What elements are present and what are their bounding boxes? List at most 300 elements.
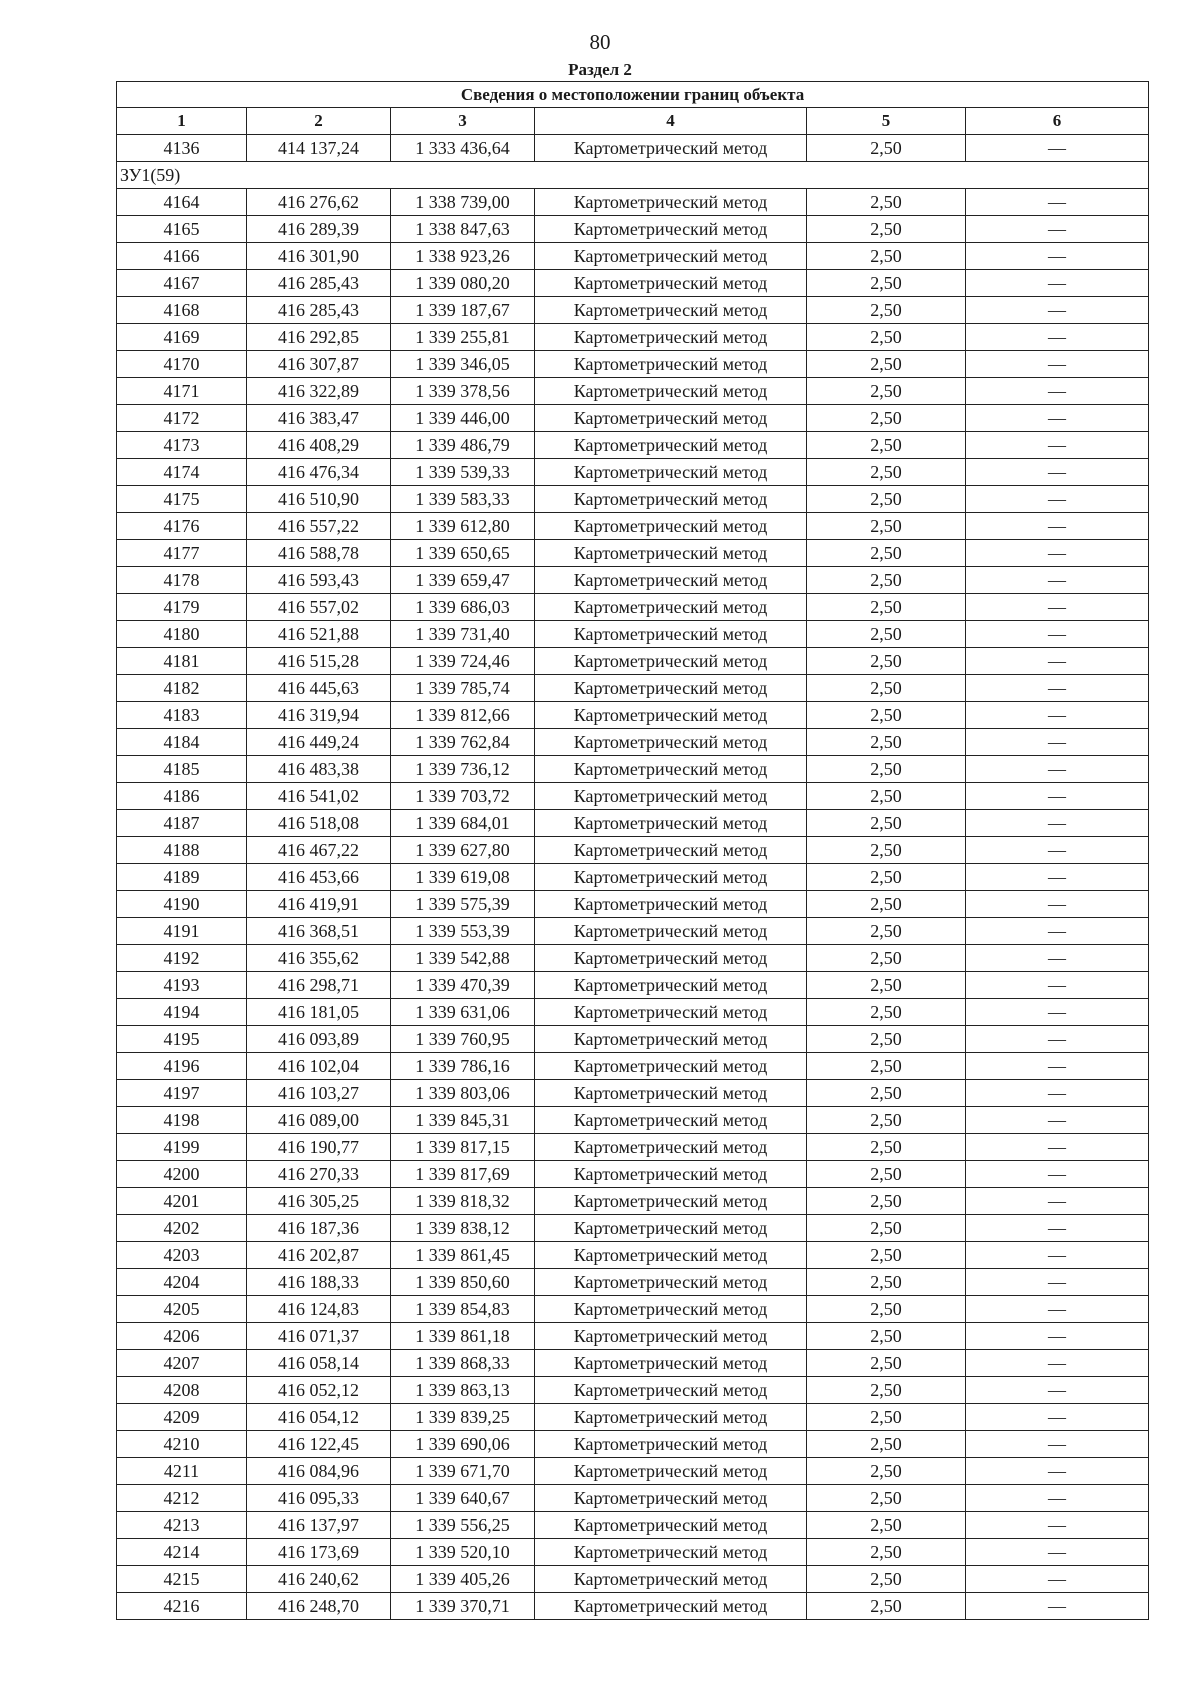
table-row bbox=[117, 216, 1149, 243]
accuracy-cell: 2,50 bbox=[807, 1080, 966, 1107]
point-number-cell: 4180 bbox=[117, 621, 247, 648]
description-cell: — bbox=[966, 1323, 1149, 1350]
y-coordinate-cell: 1 339 520,10 bbox=[391, 1539, 535, 1566]
y-coordinate-cell: 1 339 850,60 bbox=[391, 1269, 535, 1296]
x-coordinate-cell: 416 298,71 bbox=[247, 972, 391, 999]
table-row bbox=[117, 405, 1149, 432]
point-number-cell: 4195 bbox=[117, 1026, 247, 1053]
y-coordinate-cell: 1 339 845,31 bbox=[391, 1107, 535, 1134]
table-row bbox=[117, 972, 1149, 999]
accuracy-cell: 2,50 bbox=[807, 405, 966, 432]
y-coordinate-cell: 1 339 080,20 bbox=[391, 270, 535, 297]
x-coordinate-cell: 416 355,62 bbox=[247, 945, 391, 972]
point-number-cell: 4196 bbox=[117, 1053, 247, 1080]
y-coordinate-cell: 1 339 370,71 bbox=[391, 1593, 535, 1620]
x-coordinate-cell: 416 084,96 bbox=[247, 1458, 391, 1485]
accuracy-cell: 2,50 bbox=[807, 1539, 966, 1566]
point-number-cell: 4203 bbox=[117, 1242, 247, 1269]
y-coordinate-cell: 1 339 486,79 bbox=[391, 432, 535, 459]
description-cell: — bbox=[966, 513, 1149, 540]
accuracy-cell: 2,50 bbox=[807, 1107, 966, 1134]
point-number-cell: 4167 bbox=[117, 270, 247, 297]
table-row bbox=[117, 459, 1149, 486]
y-coordinate-cell: 1 339 838,12 bbox=[391, 1215, 535, 1242]
x-coordinate-cell: 416 521,88 bbox=[247, 621, 391, 648]
table-row bbox=[117, 702, 1149, 729]
accuracy-cell: 2,50 bbox=[807, 1512, 966, 1539]
method-cell: Картометрический метод bbox=[535, 378, 807, 405]
y-coordinate-cell: 1 339 803,06 bbox=[391, 1080, 535, 1107]
point-number-cell: 4175 bbox=[117, 486, 247, 513]
method-cell: Картометрический метод bbox=[535, 1134, 807, 1161]
table-row bbox=[117, 1188, 1149, 1215]
method-cell: Картометрический метод bbox=[535, 135, 807, 162]
y-coordinate-cell: 1 339 760,95 bbox=[391, 1026, 535, 1053]
y-coordinate-cell: 1 339 446,00 bbox=[391, 405, 535, 432]
table-row bbox=[117, 1566, 1149, 1593]
point-number-cell: 4164 bbox=[117, 189, 247, 216]
x-coordinate-cell: 416 124,83 bbox=[247, 1296, 391, 1323]
x-coordinate-cell: 416 058,14 bbox=[247, 1350, 391, 1377]
method-cell: Картометрический метод bbox=[535, 702, 807, 729]
method-cell: Картометрический метод bbox=[535, 999, 807, 1026]
x-coordinate-cell: 416 095,33 bbox=[247, 1485, 391, 1512]
accuracy-cell: 2,50 bbox=[807, 972, 966, 999]
point-number-cell: 4209 bbox=[117, 1404, 247, 1431]
point-number-cell: 4193 bbox=[117, 972, 247, 999]
y-coordinate-cell: 1 339 378,56 bbox=[391, 378, 535, 405]
description-cell: — bbox=[966, 648, 1149, 675]
column-header: 1 bbox=[117, 108, 247, 135]
description-cell: — bbox=[966, 1593, 1149, 1620]
x-coordinate-cell: 414 137,24 bbox=[247, 135, 391, 162]
table-row bbox=[117, 513, 1149, 540]
table-row bbox=[117, 135, 1149, 162]
table-row bbox=[117, 1377, 1149, 1404]
method-cell: Картометрический метод bbox=[535, 486, 807, 513]
y-coordinate-cell: 1 339 575,39 bbox=[391, 891, 535, 918]
description-cell: — bbox=[966, 1161, 1149, 1188]
table-row bbox=[117, 1539, 1149, 1566]
accuracy-cell: 2,50 bbox=[807, 1161, 966, 1188]
accuracy-cell: 2,50 bbox=[807, 216, 966, 243]
x-coordinate-cell: 416 322,89 bbox=[247, 378, 391, 405]
table-row bbox=[117, 837, 1149, 864]
table-row bbox=[117, 1080, 1149, 1107]
group-row bbox=[117, 162, 1149, 189]
table-row bbox=[117, 1107, 1149, 1134]
x-coordinate-cell: 416 307,87 bbox=[247, 351, 391, 378]
y-coordinate-cell: 1 339 731,40 bbox=[391, 621, 535, 648]
x-coordinate-cell: 416 588,78 bbox=[247, 540, 391, 567]
x-coordinate-cell: 416 518,08 bbox=[247, 810, 391, 837]
accuracy-cell: 2,50 bbox=[807, 945, 966, 972]
method-cell: Картометрический метод bbox=[535, 1323, 807, 1350]
description-cell: — bbox=[966, 891, 1149, 918]
description-cell: — bbox=[966, 459, 1149, 486]
method-cell: Картометрический метод bbox=[535, 1269, 807, 1296]
table-row bbox=[117, 1215, 1149, 1242]
method-cell: Картометрический метод bbox=[535, 1026, 807, 1053]
column-header: 4 bbox=[535, 108, 807, 135]
accuracy-cell: 2,50 bbox=[807, 567, 966, 594]
point-number-cell: 4191 bbox=[117, 918, 247, 945]
y-coordinate-cell: 1 339 640,67 bbox=[391, 1485, 535, 1512]
description-cell: — bbox=[966, 1431, 1149, 1458]
description-cell: — bbox=[966, 486, 1149, 513]
x-coordinate-cell: 416 103,27 bbox=[247, 1080, 391, 1107]
description-cell: — bbox=[966, 189, 1149, 216]
method-cell: Картометрический метод bbox=[535, 864, 807, 891]
table-row bbox=[117, 729, 1149, 756]
method-cell: Картометрический метод bbox=[535, 1188, 807, 1215]
x-coordinate-cell: 416 276,62 bbox=[247, 189, 391, 216]
description-cell: — bbox=[966, 1350, 1149, 1377]
accuracy-cell: 2,50 bbox=[807, 702, 966, 729]
y-coordinate-cell: 1 339 619,08 bbox=[391, 864, 535, 891]
method-cell: Картометрический метод bbox=[535, 567, 807, 594]
method-cell: Картометрический метод bbox=[535, 297, 807, 324]
y-coordinate-cell: 1 339 818,32 bbox=[391, 1188, 535, 1215]
x-coordinate-cell: 416 122,45 bbox=[247, 1431, 391, 1458]
method-cell: Картометрический метод bbox=[535, 972, 807, 999]
description-cell: — bbox=[966, 864, 1149, 891]
table-row bbox=[117, 621, 1149, 648]
table-row bbox=[117, 297, 1149, 324]
y-coordinate-cell: 1 339 539,33 bbox=[391, 459, 535, 486]
point-number-cell: 4189 bbox=[117, 864, 247, 891]
accuracy-cell: 2,50 bbox=[807, 1458, 966, 1485]
point-number-cell: 4178 bbox=[117, 567, 247, 594]
point-number-cell: 4190 bbox=[117, 891, 247, 918]
method-cell: Картометрический метод bbox=[535, 891, 807, 918]
x-coordinate-cell: 416 187,36 bbox=[247, 1215, 391, 1242]
table-row bbox=[117, 999, 1149, 1026]
point-number-cell: 4210 bbox=[117, 1431, 247, 1458]
description-cell: — bbox=[966, 270, 1149, 297]
description-cell: — bbox=[966, 1107, 1149, 1134]
method-cell: Картометрический метод bbox=[535, 783, 807, 810]
page-number: 80 bbox=[589, 30, 611, 54]
accuracy-cell: 2,50 bbox=[807, 621, 966, 648]
accuracy-cell: 2,50 bbox=[807, 243, 966, 270]
description-cell: — bbox=[966, 1215, 1149, 1242]
x-coordinate-cell: 416 248,70 bbox=[247, 1593, 391, 1620]
table-row bbox=[117, 378, 1149, 405]
y-coordinate-cell: 1 339 553,39 bbox=[391, 918, 535, 945]
accuracy-cell: 2,50 bbox=[807, 891, 966, 918]
y-coordinate-cell: 1 339 724,46 bbox=[391, 648, 535, 675]
accuracy-cell: 2,50 bbox=[807, 1377, 966, 1404]
description-cell: — bbox=[966, 621, 1149, 648]
accuracy-cell: 2,50 bbox=[807, 513, 966, 540]
method-cell: Картометрический метод bbox=[535, 810, 807, 837]
method-cell: Картометрический метод bbox=[535, 648, 807, 675]
method-cell: Картометрический метод bbox=[535, 216, 807, 243]
point-number-cell: 4174 bbox=[117, 459, 247, 486]
point-number-cell: 4215 bbox=[117, 1566, 247, 1593]
table-row bbox=[117, 1593, 1149, 1620]
y-coordinate-cell: 1 339 627,80 bbox=[391, 837, 535, 864]
x-coordinate-cell: 416 305,25 bbox=[247, 1188, 391, 1215]
description-cell: — bbox=[966, 999, 1149, 1026]
description-cell: — bbox=[966, 1566, 1149, 1593]
point-number-cell: 4171 bbox=[117, 378, 247, 405]
table-row bbox=[117, 432, 1149, 459]
y-coordinate-cell: 1 339 861,45 bbox=[391, 1242, 535, 1269]
y-coordinate-cell: 1 339 631,06 bbox=[391, 999, 535, 1026]
y-coordinate-cell: 1 339 650,65 bbox=[391, 540, 535, 567]
description-cell: — bbox=[966, 756, 1149, 783]
description-cell: — bbox=[966, 972, 1149, 999]
y-coordinate-cell: 1 339 785,74 bbox=[391, 675, 535, 702]
description-cell: — bbox=[966, 1026, 1149, 1053]
accuracy-cell: 2,50 bbox=[807, 1242, 966, 1269]
x-coordinate-cell: 416 449,24 bbox=[247, 729, 391, 756]
method-cell: Картометрический метод bbox=[535, 594, 807, 621]
y-coordinate-cell: 1 339 346,05 bbox=[391, 351, 535, 378]
method-cell: Картометрический метод bbox=[535, 729, 807, 756]
description-cell: — bbox=[966, 1539, 1149, 1566]
accuracy-cell: 2,50 bbox=[807, 1053, 966, 1080]
method-cell: Картометрический метод bbox=[535, 1080, 807, 1107]
table-row bbox=[117, 675, 1149, 702]
table-row bbox=[117, 567, 1149, 594]
x-coordinate-cell: 416 419,91 bbox=[247, 891, 391, 918]
description-cell: — bbox=[966, 351, 1149, 378]
method-cell: Картометрический метод bbox=[535, 1296, 807, 1323]
x-coordinate-cell: 416 102,04 bbox=[247, 1053, 391, 1080]
x-coordinate-cell: 416 541,02 bbox=[247, 783, 391, 810]
description-cell: — bbox=[966, 378, 1149, 405]
accuracy-cell: 2,50 bbox=[807, 297, 966, 324]
table-row bbox=[117, 1296, 1149, 1323]
description-cell: — bbox=[966, 1404, 1149, 1431]
method-cell: Картометрический метод bbox=[535, 918, 807, 945]
table-row bbox=[117, 1134, 1149, 1161]
accuracy-cell: 2,50 bbox=[807, 459, 966, 486]
point-number-cell: 4165 bbox=[117, 216, 247, 243]
point-number-cell: 4185 bbox=[117, 756, 247, 783]
description-cell: — bbox=[966, 216, 1149, 243]
method-cell: Картометрический метод bbox=[535, 1377, 807, 1404]
accuracy-cell: 2,50 bbox=[807, 270, 966, 297]
method-cell: Картометрический метод bbox=[535, 189, 807, 216]
y-coordinate-cell: 1 333 436,64 bbox=[391, 135, 535, 162]
table-row bbox=[117, 783, 1149, 810]
accuracy-cell: 2,50 bbox=[807, 1215, 966, 1242]
accuracy-cell: 2,50 bbox=[807, 756, 966, 783]
y-coordinate-cell: 1 339 854,83 bbox=[391, 1296, 535, 1323]
y-coordinate-cell: 1 339 684,01 bbox=[391, 810, 535, 837]
table-row bbox=[117, 189, 1149, 216]
description-cell: — bbox=[966, 783, 1149, 810]
method-cell: Картометрический метод bbox=[535, 270, 807, 297]
table-row bbox=[117, 1458, 1149, 1485]
point-number-cell: 4166 bbox=[117, 243, 247, 270]
point-number-cell: 4173 bbox=[117, 432, 247, 459]
point-number-cell: 4216 bbox=[117, 1593, 247, 1620]
column-header: 5 bbox=[807, 108, 966, 135]
x-coordinate-cell: 416 453,66 bbox=[247, 864, 391, 891]
column-header: 2 bbox=[247, 108, 391, 135]
method-cell: Картометрический метод bbox=[535, 513, 807, 540]
point-number-cell: 4176 bbox=[117, 513, 247, 540]
method-cell: Картометрический метод bbox=[535, 1539, 807, 1566]
x-coordinate-cell: 416 173,69 bbox=[247, 1539, 391, 1566]
x-coordinate-cell: 416 292,85 bbox=[247, 324, 391, 351]
table-row bbox=[117, 324, 1149, 351]
y-coordinate-cell: 1 339 703,72 bbox=[391, 783, 535, 810]
description-cell: — bbox=[966, 1242, 1149, 1269]
x-coordinate-cell: 416 445,63 bbox=[247, 675, 391, 702]
point-number-cell: 4172 bbox=[117, 405, 247, 432]
description-cell: — bbox=[966, 1512, 1149, 1539]
accuracy-cell: 2,50 bbox=[807, 540, 966, 567]
accuracy-cell: 2,50 bbox=[807, 1350, 966, 1377]
point-number-cell: 4177 bbox=[117, 540, 247, 567]
description-cell: — bbox=[966, 1485, 1149, 1512]
y-coordinate-cell: 1 339 612,80 bbox=[391, 513, 535, 540]
x-coordinate-cell: 416 467,22 bbox=[247, 837, 391, 864]
description-cell: — bbox=[966, 1269, 1149, 1296]
method-cell: Картометрический метод bbox=[535, 243, 807, 270]
point-number-cell: 4205 bbox=[117, 1296, 247, 1323]
x-coordinate-cell: 416 188,33 bbox=[247, 1269, 391, 1296]
accuracy-cell: 2,50 bbox=[807, 1431, 966, 1458]
method-cell: Картометрический метод bbox=[535, 459, 807, 486]
y-coordinate-cell: 1 338 847,63 bbox=[391, 216, 535, 243]
y-coordinate-cell: 1 339 817,15 bbox=[391, 1134, 535, 1161]
y-coordinate-cell: 1 339 736,12 bbox=[391, 756, 535, 783]
x-coordinate-cell: 416 289,39 bbox=[247, 216, 391, 243]
accuracy-cell: 2,50 bbox=[807, 594, 966, 621]
table-row bbox=[117, 810, 1149, 837]
description-cell: — bbox=[966, 729, 1149, 756]
accuracy-cell: 2,50 bbox=[807, 135, 966, 162]
point-number-cell: 4182 bbox=[117, 675, 247, 702]
method-cell: Картометрический метод bbox=[535, 945, 807, 972]
accuracy-cell: 2,50 bbox=[807, 1323, 966, 1350]
point-number-cell: 4136 bbox=[117, 135, 247, 162]
y-coordinate-cell: 1 339 405,26 bbox=[391, 1566, 535, 1593]
point-number-cell: 4212 bbox=[117, 1485, 247, 1512]
x-coordinate-cell: 416 285,43 bbox=[247, 297, 391, 324]
description-cell: — bbox=[966, 297, 1149, 324]
x-coordinate-cell: 416 408,29 bbox=[247, 432, 391, 459]
y-coordinate-cell: 1 339 690,06 bbox=[391, 1431, 535, 1458]
method-cell: Картометрический метод bbox=[535, 1242, 807, 1269]
y-coordinate-cell: 1 339 861,18 bbox=[391, 1323, 535, 1350]
method-cell: Картометрический метод bbox=[535, 351, 807, 378]
table-body bbox=[117, 135, 1149, 1620]
point-number-cell: 4183 bbox=[117, 702, 247, 729]
description-cell: — bbox=[966, 918, 1149, 945]
point-number-cell: 4186 bbox=[117, 783, 247, 810]
point-number-cell: 4201 bbox=[117, 1188, 247, 1215]
method-cell: Картометрический метод bbox=[535, 1512, 807, 1539]
point-number-cell: 4199 bbox=[117, 1134, 247, 1161]
x-coordinate-cell: 416 301,90 bbox=[247, 243, 391, 270]
table-row bbox=[117, 648, 1149, 675]
x-coordinate-cell: 416 270,33 bbox=[247, 1161, 391, 1188]
x-coordinate-cell: 416 383,47 bbox=[247, 405, 391, 432]
method-cell: Картометрический метод bbox=[535, 1404, 807, 1431]
description-cell: — bbox=[966, 1134, 1149, 1161]
method-cell: Картометрический метод bbox=[535, 1107, 807, 1134]
x-coordinate-cell: 416 319,94 bbox=[247, 702, 391, 729]
table-row bbox=[117, 1242, 1149, 1269]
x-coordinate-cell: 416 240,62 bbox=[247, 1566, 391, 1593]
point-number-cell: 4168 bbox=[117, 297, 247, 324]
accuracy-cell: 2,50 bbox=[807, 1269, 966, 1296]
point-number-cell: 4206 bbox=[117, 1323, 247, 1350]
point-number-cell: 4214 bbox=[117, 1539, 247, 1566]
table-row bbox=[117, 945, 1149, 972]
table-row bbox=[117, 1512, 1149, 1539]
method-cell: Картометрический метод bbox=[535, 837, 807, 864]
column-header: 3 bbox=[391, 108, 535, 135]
description-cell: — bbox=[966, 1053, 1149, 1080]
table-row bbox=[117, 1161, 1149, 1188]
point-number-cell: 4213 bbox=[117, 1512, 247, 1539]
x-coordinate-cell: 416 476,34 bbox=[247, 459, 391, 486]
accuracy-cell: 2,50 bbox=[807, 810, 966, 837]
method-cell: Картометрический метод bbox=[535, 756, 807, 783]
description-cell: — bbox=[966, 405, 1149, 432]
x-coordinate-cell: 416 093,89 bbox=[247, 1026, 391, 1053]
description-cell: — bbox=[966, 432, 1149, 459]
accuracy-cell: 2,50 bbox=[807, 1485, 966, 1512]
y-coordinate-cell: 1 339 686,03 bbox=[391, 594, 535, 621]
description-cell: — bbox=[966, 324, 1149, 351]
description-cell: — bbox=[966, 1188, 1149, 1215]
description-cell: — bbox=[966, 675, 1149, 702]
description-cell: — bbox=[966, 135, 1149, 162]
method-cell: Картометрический метод bbox=[535, 675, 807, 702]
point-number-cell: 4181 bbox=[117, 648, 247, 675]
table-row bbox=[117, 1269, 1149, 1296]
accuracy-cell: 2,50 bbox=[807, 1566, 966, 1593]
table-row bbox=[117, 1026, 1149, 1053]
y-coordinate-cell: 1 339 255,81 bbox=[391, 324, 535, 351]
point-number-cell: 4208 bbox=[117, 1377, 247, 1404]
x-coordinate-cell: 416 593,43 bbox=[247, 567, 391, 594]
accuracy-cell: 2,50 bbox=[807, 1026, 966, 1053]
method-cell: Картометрический метод bbox=[535, 1350, 807, 1377]
accuracy-cell: 2,50 bbox=[807, 675, 966, 702]
accuracy-cell: 2,50 bbox=[807, 1404, 966, 1431]
table-row bbox=[117, 540, 1149, 567]
column-number-row bbox=[117, 108, 1149, 135]
accuracy-cell: 2,50 bbox=[807, 378, 966, 405]
y-coordinate-cell: 1 339 542,88 bbox=[391, 945, 535, 972]
point-number-cell: 4188 bbox=[117, 837, 247, 864]
point-number-cell: 4211 bbox=[117, 1458, 247, 1485]
x-coordinate-cell: 416 181,05 bbox=[247, 999, 391, 1026]
y-coordinate-cell: 1 339 863,13 bbox=[391, 1377, 535, 1404]
y-coordinate-cell: 1 339 812,66 bbox=[391, 702, 535, 729]
accuracy-cell: 2,50 bbox=[807, 999, 966, 1026]
accuracy-cell: 2,50 bbox=[807, 324, 966, 351]
accuracy-cell: 2,50 bbox=[807, 486, 966, 513]
y-coordinate-cell: 1 338 923,26 bbox=[391, 243, 535, 270]
x-coordinate-cell: 416 285,43 bbox=[247, 270, 391, 297]
point-number-cell: 4192 bbox=[117, 945, 247, 972]
boundary-coordinates-table bbox=[116, 81, 1149, 1620]
method-cell: Картометрический метод bbox=[535, 621, 807, 648]
y-coordinate-cell: 1 339 671,70 bbox=[391, 1458, 535, 1485]
